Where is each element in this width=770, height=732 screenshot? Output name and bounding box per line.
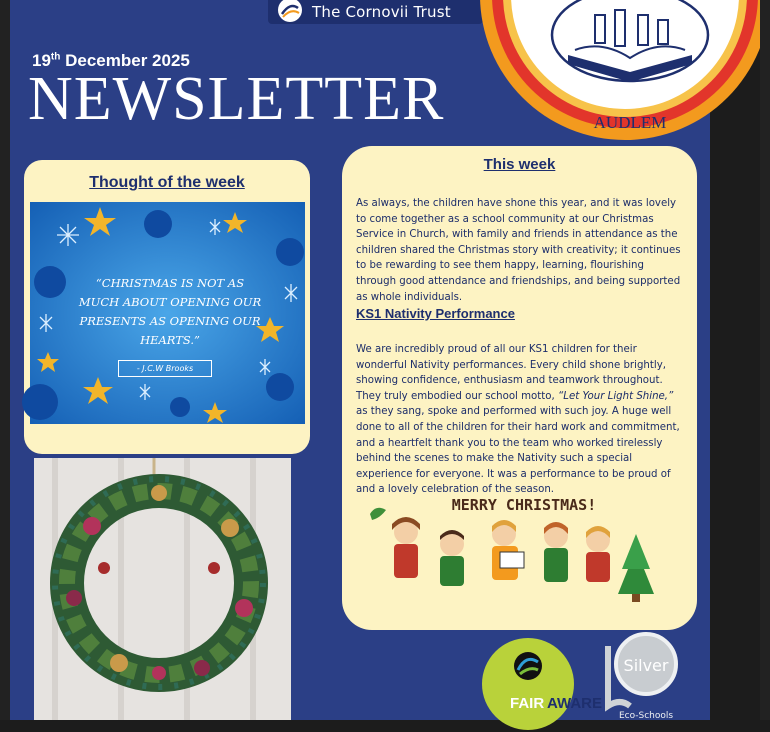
quote-author: - J.C.W Brooks xyxy=(118,360,212,377)
newsletter-page xyxy=(10,0,710,720)
trust-name: The Cornovii Trust xyxy=(312,3,451,21)
this-week-heading: This week xyxy=(483,156,556,173)
ks1-text-after: as they sang, spoke and performed with such joy. A huge well done to all of the children for their hard work and commitment, and a heartfelt thank you to the team who worked tirelessly behind the scenes to make the Nativity such a special experience for everyone. It was a performance to be proud of and a lovely celebration of the season. xyxy=(356,406,680,496)
school-name: AUDLEM xyxy=(593,113,667,132)
christmas-quote: “CHRISTMAS IS NOT AS MUCH ABOUT OPENING OUR PRESENTS AS OPENING OUR HEARTS.” xyxy=(78,276,262,347)
ks1-text-before: We are incredibly proud of all our KS1 children for their wonderful Nativity performances. Every child shone brightly, showing confidence, enthusiasm and teamwork throughout. They truly embodied our school motto, xyxy=(356,344,666,402)
ks1-paragraph xyxy=(356,342,686,498)
merry-christmas-text: MERRY CHRISTMAS! xyxy=(451,496,597,514)
trust-logo-icon xyxy=(276,0,304,24)
this-week-paragraph: As always, the children have shone this year, and it was lovely to come together as a school community at our Christmas Service in Church, with family and friends in attendance as the children shared the Christmas story with creativity; it continues to be rewarding to see them happy, learning, flourishing through good attendance and friendships, and being supported as whole individuals. xyxy=(356,198,681,303)
date-day: 19 xyxy=(32,51,51,70)
school-crest-logo xyxy=(480,0,770,140)
page-title: NEWSLETTER xyxy=(28,65,445,133)
fairaware-badge xyxy=(480,636,603,732)
thought-heading: Thought of the week xyxy=(89,174,245,191)
merry-christmas-clipart xyxy=(366,494,676,604)
date-suffix: th xyxy=(50,51,61,63)
wreath-illustration xyxy=(34,458,291,720)
date-rest: December 2025 xyxy=(60,51,190,70)
fairaware-text-b: AWARE xyxy=(547,695,603,712)
trust-banner xyxy=(268,0,483,24)
school-motto: “Let Your Light Shine,” xyxy=(557,390,674,402)
fairaware-text-a: FAIR xyxy=(510,695,545,712)
this-week-panel xyxy=(342,146,697,630)
viewer-edge-right xyxy=(760,0,770,720)
eco-schools-silver-badge xyxy=(600,626,686,726)
silver-award-text: Silver xyxy=(623,656,669,675)
christmas-wreath-photo xyxy=(34,458,291,720)
viewer-edge-left xyxy=(0,0,10,720)
eco-schools-text: Eco-Schools xyxy=(618,711,674,721)
ks1-heading: KS1 Nativity Performance xyxy=(356,306,515,321)
thought-of-week-panel xyxy=(24,160,310,454)
christmas-quote-image xyxy=(30,202,305,424)
